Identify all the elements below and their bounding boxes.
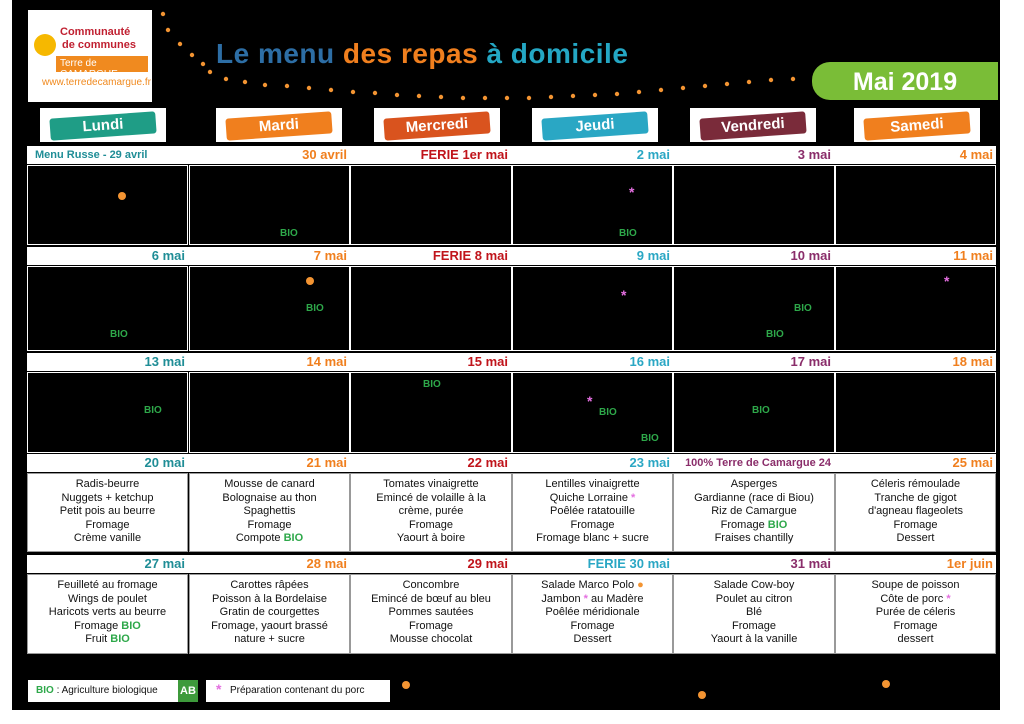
logo-url: www.terredecamargue.fr (42, 77, 151, 88)
menu-line: Riz de Camargue (711, 505, 797, 517)
menu-cell (189, 473, 350, 552)
bio-marker: BIO (766, 329, 784, 340)
pork-star-icon: * (621, 287, 627, 303)
day-header-jeudi (532, 108, 658, 142)
orange-dot-icon (306, 277, 314, 285)
title-part-2: des repas (342, 38, 479, 69)
menu-line: Mousse de canard (224, 478, 315, 490)
date-label: 6 mai (151, 248, 185, 263)
date-label: 31 mai (790, 556, 831, 571)
menu-line: dessert (897, 633, 934, 645)
day-header-label: Mercredi (383, 111, 490, 140)
date-label: 25 mai (952, 455, 993, 470)
menu-line: Jambon * au Madère (541, 592, 644, 605)
legend-bio-label: BIO (36, 685, 54, 696)
menu-line: Poêlée ratatouille (549, 505, 635, 517)
menu-line: Céleris rémoulade (870, 478, 961, 490)
menu-line: Petit pois au beurre (59, 505, 156, 517)
bio-marker: BIO (306, 303, 324, 314)
menu-line: Carottes râpées (230, 579, 309, 591)
menu-line: Côte de porc * (880, 592, 951, 605)
menu-line: Fraises chantilly (714, 532, 794, 544)
menu-line: Feuilleté au fromage (57, 579, 158, 591)
bio-marker: BIO (752, 405, 770, 416)
menu-cell (350, 165, 512, 245)
date-label: 20 mai (144, 455, 185, 470)
bio-marker: BIO (280, 228, 298, 239)
menu-line: Fromage (85, 518, 130, 531)
menu-cell (189, 266, 350, 351)
menu-line: Gratin de courgettes (219, 606, 320, 618)
legend-pork (206, 680, 390, 702)
date-label: 14 mai (306, 354, 347, 369)
menu-line: nature + sucre (234, 633, 305, 645)
date-label: 30 avril (302, 147, 347, 162)
day-header-vendredi (690, 108, 816, 142)
menu-cell (189, 165, 350, 245)
orange-dot-icon (118, 192, 126, 200)
menu-line: Fromage (731, 619, 777, 632)
menu-cell (835, 574, 996, 654)
menu-cell (27, 372, 188, 453)
menu-cell (189, 574, 350, 654)
menu-cell (350, 473, 512, 552)
date-label: 29 mai (467, 556, 508, 571)
date-label: 22 mai (467, 455, 508, 470)
date-label: 23 mai (629, 455, 670, 470)
date-label: 28 mai (306, 556, 347, 571)
day-header-label: Jeudi (541, 111, 648, 140)
menu-line: Tomates vinaigrette (383, 478, 479, 490)
date-label: 21 mai (306, 455, 347, 470)
bio-marker: BIO (641, 433, 659, 444)
menu-cell (512, 165, 673, 245)
bio-marker: BIO (110, 329, 128, 340)
date-label: 2 mai (636, 147, 670, 162)
menu-line: Tranche de gigot (874, 491, 957, 504)
menu-line: Fromage (893, 518, 938, 531)
menu-cell (27, 165, 188, 245)
pork-star-icon: * (629, 184, 635, 200)
menu-line: Dessert (573, 633, 612, 645)
date-label: FERIE 1er mai (420, 147, 508, 162)
menu-line: Haricots verts au beurre (48, 606, 167, 618)
day-header-label: Lundi (49, 111, 156, 140)
menu-line: Dessert (896, 532, 935, 544)
date-label: 11 mai (953, 248, 993, 263)
menu-cell (673, 473, 835, 552)
menu-line: Poêlée méridionale (545, 606, 640, 618)
pork-star-icon: * (944, 273, 950, 289)
date-label: FERIE 30 mai (587, 556, 670, 571)
menu-line: Radis-beurre (75, 478, 140, 490)
menu-cell (673, 372, 835, 453)
menu-line: Emincé de volaille à la (376, 491, 486, 504)
date-label: 9 mai (636, 248, 670, 263)
date-label: 4 mai (959, 147, 993, 162)
menu-line: Quiche Lorraine * (549, 491, 636, 504)
menu-line: Fromage, yaourt brassé (211, 619, 328, 632)
menu-line: Fruit BIO (85, 633, 130, 645)
bio-marker: BIO (794, 303, 812, 314)
menu-line: Salade Marco Polo ● (541, 579, 644, 591)
menu-line: Yaourt à boire (396, 532, 466, 544)
menu-line: Gardianne (race di Biou) (694, 491, 814, 504)
menu-line: Fromage (570, 619, 615, 632)
menu-line: Blé (746, 606, 762, 618)
day-header-label: Vendredi (699, 111, 806, 140)
legend-bio (28, 680, 194, 702)
bio-marker: BIO (619, 228, 637, 239)
menu-line: Nuggets + ketchup (61, 491, 154, 504)
menu-line: Soupe de poisson (871, 579, 960, 591)
menu-cell (512, 574, 673, 654)
day-header-label: Mardi (225, 111, 332, 140)
date-label: 1er juin (946, 556, 993, 571)
menu-line: Asperges (730, 478, 778, 490)
menu-line: d'agneau flageolets (867, 505, 964, 517)
menu-line: Fromage (247, 518, 292, 531)
bio-marker: BIO (599, 407, 617, 418)
menu-cell (350, 266, 512, 351)
menu-cell (673, 574, 835, 654)
legend-pork-text: Préparation contenant du porc (230, 685, 365, 696)
title-part-1: Le menu (216, 38, 335, 69)
menu-line: Fromage (570, 518, 615, 531)
menu-line: Pommes sautées (388, 606, 474, 618)
menu-line: Concombre (402, 579, 460, 591)
logo-line-2: de communes (62, 39, 136, 51)
menu-line: crème, purée (398, 505, 464, 517)
date-label: 10 mai (790, 248, 831, 263)
legend-bio-description: : Agriculture biologique (56, 685, 158, 696)
menu-line: Purée de céleris (875, 606, 956, 618)
menu-line: Fromage (408, 518, 454, 531)
day-header-label: Samedi (863, 111, 970, 140)
menu-cell (27, 266, 188, 351)
legend-bio-text (36, 685, 158, 696)
menu-cell (350, 574, 512, 654)
date-label: 27 mai (144, 556, 185, 571)
day-header-lundi (40, 108, 166, 142)
menu-line: Poulet au citron (715, 592, 793, 605)
pork-star-icon: * (216, 681, 222, 697)
date-label: FERIE 8 mai (432, 248, 508, 263)
bio-marker: BIO (144, 405, 162, 416)
menu-line: Fromage BIO (720, 518, 788, 531)
month-badge: Mai 2019 (812, 62, 998, 100)
menu-cell (350, 372, 512, 453)
menu-line: Salade Cow-boy (713, 579, 795, 591)
menu-line: Crème vanille (73, 532, 142, 544)
logo-line-1: Communauté (60, 26, 131, 38)
day-header-samedi (854, 108, 980, 142)
pork-star-icon: * (587, 393, 593, 409)
date-label: 3 mai (797, 147, 831, 162)
menu-cell (673, 266, 835, 351)
menu-cell (189, 372, 350, 453)
date-label: Menu Russe - 29 avril (35, 149, 148, 161)
menu-line: Fromage (408, 619, 454, 632)
menu-line: Fromage (893, 619, 938, 632)
menu-cell (673, 165, 835, 245)
date-label: 16 mai (629, 354, 670, 369)
page-title (216, 38, 628, 70)
menu-line: Fromage blanc + sucre (536, 532, 649, 544)
menu-line: Lentilles vinaigrette (545, 478, 640, 490)
date-label: 18 mai (952, 354, 993, 369)
menu-line: Bolognaise au thon (222, 491, 317, 504)
date-label: 7 mai (313, 248, 347, 263)
title-part-3: à domicile (486, 38, 629, 69)
menu-cell (835, 266, 996, 351)
community-logo (28, 10, 152, 102)
date-label: 15 mai (467, 354, 508, 369)
menu-line: Fromage BIO (74, 619, 141, 632)
menu-line: Spaghettis (243, 505, 296, 517)
bio-marker: BIO (423, 379, 441, 390)
date-label: 17 mai (790, 354, 831, 369)
menu-line: Mousse chocolat (389, 633, 473, 645)
day-header-mardi (216, 108, 342, 142)
date-label: 100% Terre de Camargue 24 (685, 457, 831, 469)
menu-line: Poisson à la Bordelaise (212, 592, 327, 605)
menu-line: Emincé de bœuf au bleu (371, 592, 491, 605)
menu-cell (835, 165, 996, 245)
menu-cell (512, 266, 673, 351)
menu-cell (27, 574, 188, 654)
menu-line: Wings de poulet (68, 592, 147, 605)
ab-label-icon: AB (178, 680, 198, 702)
sun-logo-icon (34, 34, 56, 56)
menu-cell (27, 473, 188, 552)
date-label: 13 mai (144, 354, 185, 369)
day-header-mercredi (374, 108, 500, 142)
menu-cell (835, 372, 996, 453)
menu-cell (512, 372, 673, 453)
logo-line-3: Terre de CAMARGUE (60, 58, 118, 80)
menu-line: Compote BIO (235, 532, 304, 544)
menu-cell (512, 473, 673, 552)
menu-cell (835, 473, 996, 552)
menu-line: Yaourt à la vanille (710, 633, 798, 645)
